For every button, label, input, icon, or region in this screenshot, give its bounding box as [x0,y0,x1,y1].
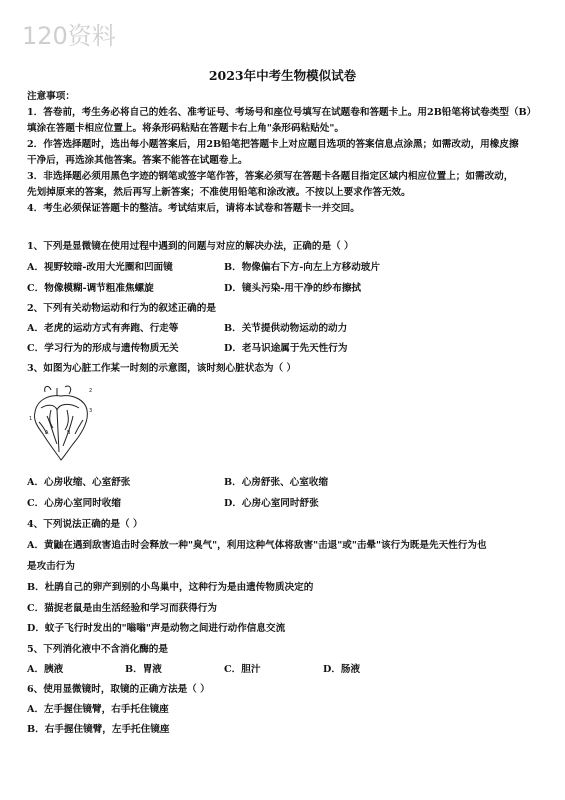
svg-text:3: 3 [89,408,93,414]
question-stem: 6、使用显微镜时，取镜的正确方法是（ ） [27,684,210,695]
option-line: A．左手握住镜臂，右手托住镜座 [27,704,169,715]
watermark: 120资料 [22,22,116,50]
svg-text:1: 1 [29,416,33,422]
question-stem: 5、下列消化液中不含消化酶的是 [27,644,168,655]
option: B．关节提供动物运动的动力 [224,323,348,334]
notice-line: 填涂在答题卡相应位置上。将条形码粘贴在答题卡右上角"条形码粘贴处"。 [27,123,344,134]
svg-text:B: B [67,430,71,436]
notice-heading: 注意事项： [27,91,75,102]
option: A．胰液 [27,664,64,675]
notice-line: 先划掉原来的答案，然后再写上新答案；不准使用铅笔和涂改液。不按以上要求作答无效。 [27,187,411,198]
question-stem: 4、下列说法正确的是（ ） [27,519,143,530]
option-line: 是攻击行为 [27,561,75,572]
option: B．物像偏右下方-向左上方移动玻片 [224,262,380,273]
option: D．肠液 [323,664,361,675]
notice-line: 1．答卷前，考生务必将自己的姓名、准考证号、考场号和座位号填写在试题卷和答题卡上。用2B铅笔将试卷类型（B） [27,107,537,118]
option-line: B．右手握住镜臂，左手托住镜座 [27,724,170,735]
svg-text:A: A [45,430,49,436]
question-stem: 1、下列是显微镜在使用过程中遇到的问题与对应的解决办法，正确的是（ ） [27,241,354,252]
option: D．心房心室同时舒张 [224,498,319,509]
page-title: 2023年中考生物模似试卷 [208,68,357,83]
option: C．物像模糊-调节粗准焦螺旋 [27,283,154,294]
option-line: A．黄鼬在遇到敌害追击时会释放一种"臭气"，利用这种气体将敌害"击退"或"击晕"该行为既是先天性行为也 [27,540,487,551]
notice-line: 干净后，再选涂其他答案。答案不能答在试题卷上。 [27,155,248,166]
option: D．镜头污染-用干净的纱布擦拭 [224,283,362,294]
option: C．胆汁 [224,664,261,675]
option-line: D．蚊子飞行时发出的"嗡嗡"声是动物之间进行动作信息交流 [27,623,286,634]
option: D．老马识途属于先天性行为 [224,343,348,354]
option: C．心房心室同时收缩 [27,498,121,509]
question-stem: 3、如图为心脏工作某一时刻的示意图，该时刻心脏状态为（ ） [27,363,297,374]
svg-text:2: 2 [89,388,93,394]
option: A．心房收缩、心室舒张 [27,477,131,488]
option: C．学习行为的形成与遗传物质无关 [27,343,179,354]
option: A．老虎的运动方式有奔跑、行走等 [27,323,179,334]
option: B．胃液 [125,664,162,675]
option-line: B．杜鹃自己的卵产到别的小鸟巢中，这种行为是由遗传物质决定的 [27,582,314,593]
option-line: C．猫捉老鼠是由生活经验和学习而获得行为 [27,603,217,614]
notice-line: 4．考生必须保证答题卡的整洁。考试结束后，请将本试卷和答题卡一并交回。 [27,203,360,214]
option: A．视野较暗-改用大光圈和凹面镜 [27,262,173,273]
heart-diagram [27,382,97,462]
question-stem: 2、下列有关动物运动和行为的叙述正确的是 [27,303,216,314]
option: B．心房舒张、心室收缩 [224,477,329,488]
notice-line: 3．非选择题必须用黑色字迹的钢笔或签字笔作答，答案必须写在答题卡各题目指定区域内相应位置上；如需改动， [27,171,514,182]
notice-line: 2．作答选择题时，选出每小题答案后，用2B铅笔把答题卡上对应题目选项的答案信息点涂黑；如需改动，用橡皮擦 [27,139,519,150]
